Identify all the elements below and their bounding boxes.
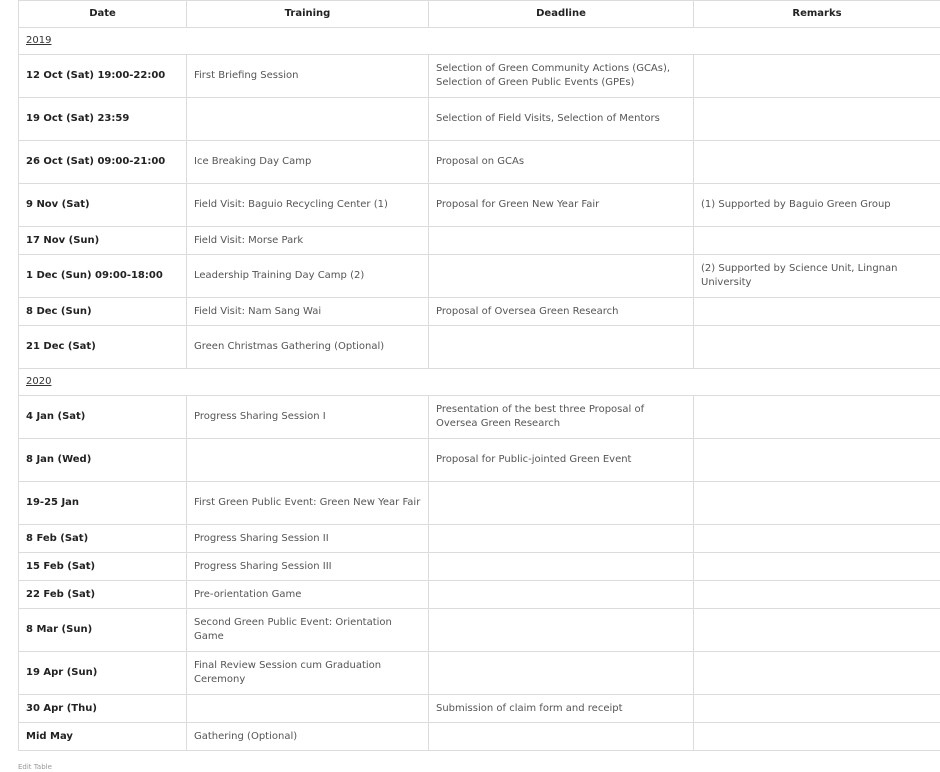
date-cell: 8 Jan (Wed) [19,439,187,482]
remarks-cell [694,609,940,652]
training-cell: First Briefing Session [187,55,429,98]
year-label: 2019 [26,35,52,46]
table-row [19,652,940,695]
table-row [19,141,940,184]
deadline-cell [429,482,694,525]
date-cell: 8 Feb (Sat) [19,525,187,553]
deadline-cell: Proposal for Green New Year Fair [429,184,694,227]
training-cell: Leadership Training Day Camp (2) [187,255,429,298]
remarks-cell [694,525,940,553]
remarks-cell [694,396,940,439]
deadline-cell: Selection of Green Community Actions (GCAs), Selection of Green Public Events (GPEs) [429,55,694,98]
training-cell [187,98,429,141]
date-cell: 12 Oct (Sat) 19:00-22:00 [19,55,187,98]
training-cell: Pre-orientation Game [187,581,429,609]
date-cell: 8 Dec (Sun) [19,298,187,326]
date-cell: 19-25 Jan [19,482,187,525]
date-cell: 26 Oct (Sat) 09:00-21:00 [19,141,187,184]
deadline-cell [429,553,694,581]
table-row [19,184,940,227]
table-row [19,439,940,482]
column-header-deadline: Deadline [429,1,694,28]
table-row [19,98,940,141]
deadline-cell [429,723,694,751]
remarks-cell [694,581,940,609]
year-label: 2020 [26,376,52,387]
table-row [19,525,940,553]
table-header-row [19,1,940,28]
date-cell: 21 Dec (Sat) [19,326,187,369]
remarks-cell: (2) Supported by Science Unit, Lingnan University [694,255,940,298]
deadline-cell: Proposal on GCAs [429,141,694,184]
remarks-cell [694,439,940,482]
remarks-cell [694,695,940,723]
date-cell: 9 Nov (Sat) [19,184,187,227]
table-row [19,482,940,525]
deadline-cell [429,652,694,695]
date-cell: 4 Jan (Sat) [19,396,187,439]
year-row-2019 [19,28,940,55]
training-cell: First Green Public Event: Green New Year Fair [187,482,429,525]
table-row [19,227,940,255]
table-row [19,695,940,723]
table-row [19,396,940,439]
training-cell: Progress Sharing Session I [187,396,429,439]
date-cell: 1 Dec (Sun) 09:00-18:00 [19,255,187,298]
training-cell: Gathering (Optional) [187,723,429,751]
training-cell: Ice Breaking Day Camp [187,141,429,184]
remarks-cell [694,482,940,525]
remarks-cell [694,298,940,326]
table-row [19,553,940,581]
remarks-cell [694,553,940,581]
date-cell: 19 Oct (Sat) 23:59 [19,98,187,141]
table-row [19,609,940,652]
training-cell: Field Visit: Baguio Recycling Center (1) [187,184,429,227]
schedule-table [18,0,940,751]
table-row [19,581,940,609]
table-row [19,55,940,98]
remarks-cell [694,98,940,141]
remarks-cell: (1) Supported by Baguio Green Group [694,184,940,227]
deadline-cell [429,326,694,369]
table-row [19,723,940,751]
deadline-cell [429,525,694,553]
deadline-cell: Proposal of Oversea Green Research [429,298,694,326]
date-cell: 8 Mar (Sun) [19,609,187,652]
training-cell [187,439,429,482]
remarks-cell [694,55,940,98]
remarks-cell [694,141,940,184]
table-row [19,255,940,298]
remarks-cell [694,326,940,369]
column-header-training: Training [187,1,429,28]
training-cell: Final Review Session cum Graduation Ceremony [187,652,429,695]
date-cell: 19 Apr (Sun) [19,652,187,695]
deadline-cell [429,609,694,652]
remarks-cell [694,652,940,695]
training-cell: Green Christmas Gathering (Optional) [187,326,429,369]
table-row [19,326,940,369]
training-cell [187,695,429,723]
column-header-remarks: Remarks [694,1,940,28]
training-cell: Field Visit: Nam Sang Wai [187,298,429,326]
training-cell: Progress Sharing Session III [187,553,429,581]
column-header-date: Date [19,1,187,28]
deadline-cell [429,227,694,255]
deadline-cell [429,581,694,609]
date-cell: 30 Apr (Thu) [19,695,187,723]
year-row-2020 [19,369,940,396]
date-cell: Mid May [19,723,187,751]
deadline-cell [429,255,694,298]
training-cell: Second Green Public Event: Orientation Game [187,609,429,652]
date-cell: 17 Nov (Sun) [19,227,187,255]
remarks-cell [694,723,940,751]
remarks-cell [694,227,940,255]
deadline-cell: Presentation of the best three Proposal of Oversea Green Research [429,396,694,439]
deadline-cell: Submission of claim form and receipt [429,695,694,723]
edit-table-link[interactable]: Edit Table [18,763,52,771]
date-cell: 15 Feb (Sat) [19,553,187,581]
training-cell: Progress Sharing Session II [187,525,429,553]
deadline-cell: Selection of Field Visits, Selection of Mentors [429,98,694,141]
date-cell: 22 Feb (Sat) [19,581,187,609]
table-row [19,298,940,326]
training-cell: Field Visit: Morse Park [187,227,429,255]
deadline-cell: Proposal for Public-jointed Green Event [429,439,694,482]
